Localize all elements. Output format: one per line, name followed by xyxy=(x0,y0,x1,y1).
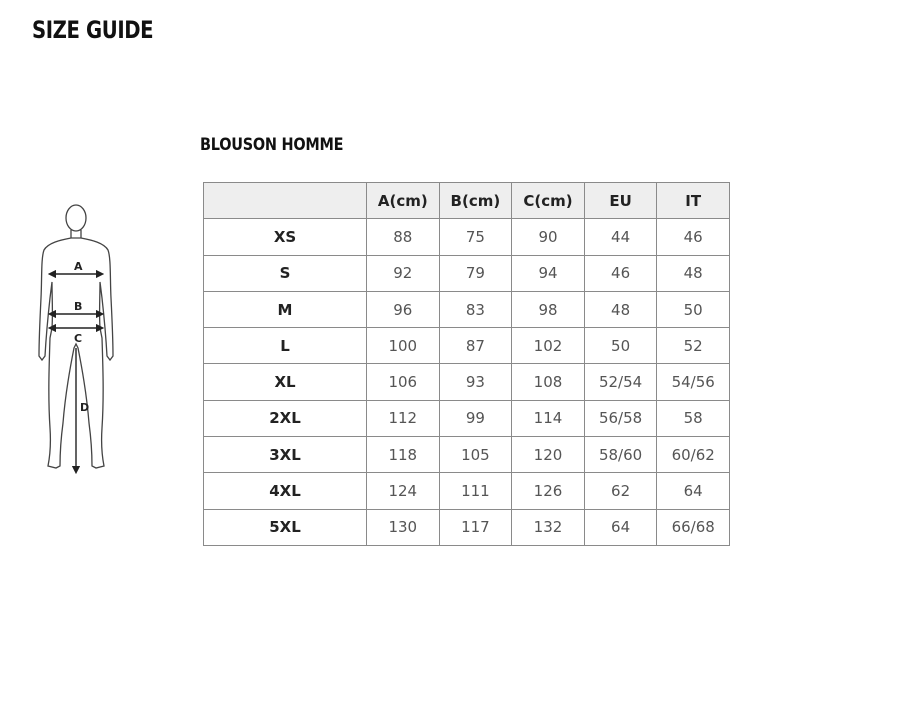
value-cell-b: 117 xyxy=(439,509,512,545)
value-cell-it: 64 xyxy=(657,473,730,509)
label-d: D xyxy=(80,401,90,414)
value-cell-it: 46 xyxy=(657,219,730,255)
table-row xyxy=(204,291,730,327)
value-cell-eu: 62 xyxy=(584,473,657,509)
value-cell-c: 132 xyxy=(512,509,585,545)
size-cell: 4XL xyxy=(204,473,367,509)
value-cell-a: 106 xyxy=(367,364,440,400)
value-cell-it: 50 xyxy=(657,291,730,327)
value-cell-eu: 58/60 xyxy=(584,437,657,473)
value-cell-it: 52 xyxy=(657,328,730,364)
table-row xyxy=(204,364,730,400)
table-row xyxy=(204,473,730,509)
value-cell-b: 83 xyxy=(439,291,512,327)
value-cell-c: 120 xyxy=(512,437,585,473)
section-title: BLOUSON HOMME xyxy=(200,135,344,155)
value-cell-a: 96 xyxy=(367,291,440,327)
value-cell-eu: 48 xyxy=(584,291,657,327)
value-cell-a: 100 xyxy=(367,328,440,364)
value-cell-a: 124 xyxy=(367,473,440,509)
body-measurement-figure xyxy=(30,198,130,483)
value-cell-b: 75 xyxy=(439,219,512,255)
column-header-it: IT xyxy=(657,183,730,219)
column-header-eu: EU xyxy=(584,183,657,219)
value-cell-a: 112 xyxy=(367,400,440,436)
size-cell: S xyxy=(204,255,367,291)
value-cell-b: 99 xyxy=(439,400,512,436)
column-header-c: C(cm) xyxy=(512,183,585,219)
size-cell: M xyxy=(204,291,367,327)
label-a: A xyxy=(74,260,83,273)
value-cell-a: 92 xyxy=(367,255,440,291)
value-cell-eu: 46 xyxy=(584,255,657,291)
table-header-row xyxy=(204,183,730,219)
page-title: SIZE GUIDE xyxy=(32,16,154,44)
column-header-a: A(cm) xyxy=(367,183,440,219)
value-cell-c: 108 xyxy=(512,364,585,400)
value-cell-c: 102 xyxy=(512,328,585,364)
value-cell-a: 130 xyxy=(367,509,440,545)
value-cell-b: 87 xyxy=(439,328,512,364)
table-row xyxy=(204,255,730,291)
value-cell-it: 58 xyxy=(657,400,730,436)
body-outline-icon xyxy=(30,198,130,483)
table-row xyxy=(204,328,730,364)
value-cell-eu: 64 xyxy=(584,509,657,545)
value-cell-c: 90 xyxy=(512,219,585,255)
value-cell-eu: 50 xyxy=(584,328,657,364)
table-row xyxy=(204,219,730,255)
table-row xyxy=(204,437,730,473)
value-cell-b: 111 xyxy=(439,473,512,509)
value-cell-eu: 44 xyxy=(584,219,657,255)
size-cell: 5XL xyxy=(204,509,367,545)
value-cell-b: 105 xyxy=(439,437,512,473)
value-cell-it: 48 xyxy=(657,255,730,291)
value-cell-c: 114 xyxy=(512,400,585,436)
table-row xyxy=(204,509,730,545)
size-cell: L xyxy=(204,328,367,364)
size-cell: XL xyxy=(204,364,367,400)
value-cell-c: 126 xyxy=(512,473,585,509)
value-cell-b: 93 xyxy=(439,364,512,400)
value-cell-c: 94 xyxy=(512,255,585,291)
value-cell-eu: 52/54 xyxy=(584,364,657,400)
table-row xyxy=(204,400,730,436)
value-cell-it: 60/62 xyxy=(657,437,730,473)
size-cell: 2XL xyxy=(204,400,367,436)
column-header-b: B(cm) xyxy=(439,183,512,219)
value-cell-it: 66/68 xyxy=(657,509,730,545)
value-cell-b: 79 xyxy=(439,255,512,291)
label-b: B xyxy=(74,300,83,313)
value-cell-c: 98 xyxy=(512,291,585,327)
size-table xyxy=(203,182,730,546)
column-header-size xyxy=(204,183,367,219)
value-cell-it: 54/56 xyxy=(657,364,730,400)
size-cell: 3XL xyxy=(204,437,367,473)
value-cell-a: 88 xyxy=(367,219,440,255)
label-c: C xyxy=(74,332,83,345)
value-cell-a: 118 xyxy=(367,437,440,473)
size-cell: XS xyxy=(204,219,367,255)
value-cell-eu: 56/58 xyxy=(584,400,657,436)
